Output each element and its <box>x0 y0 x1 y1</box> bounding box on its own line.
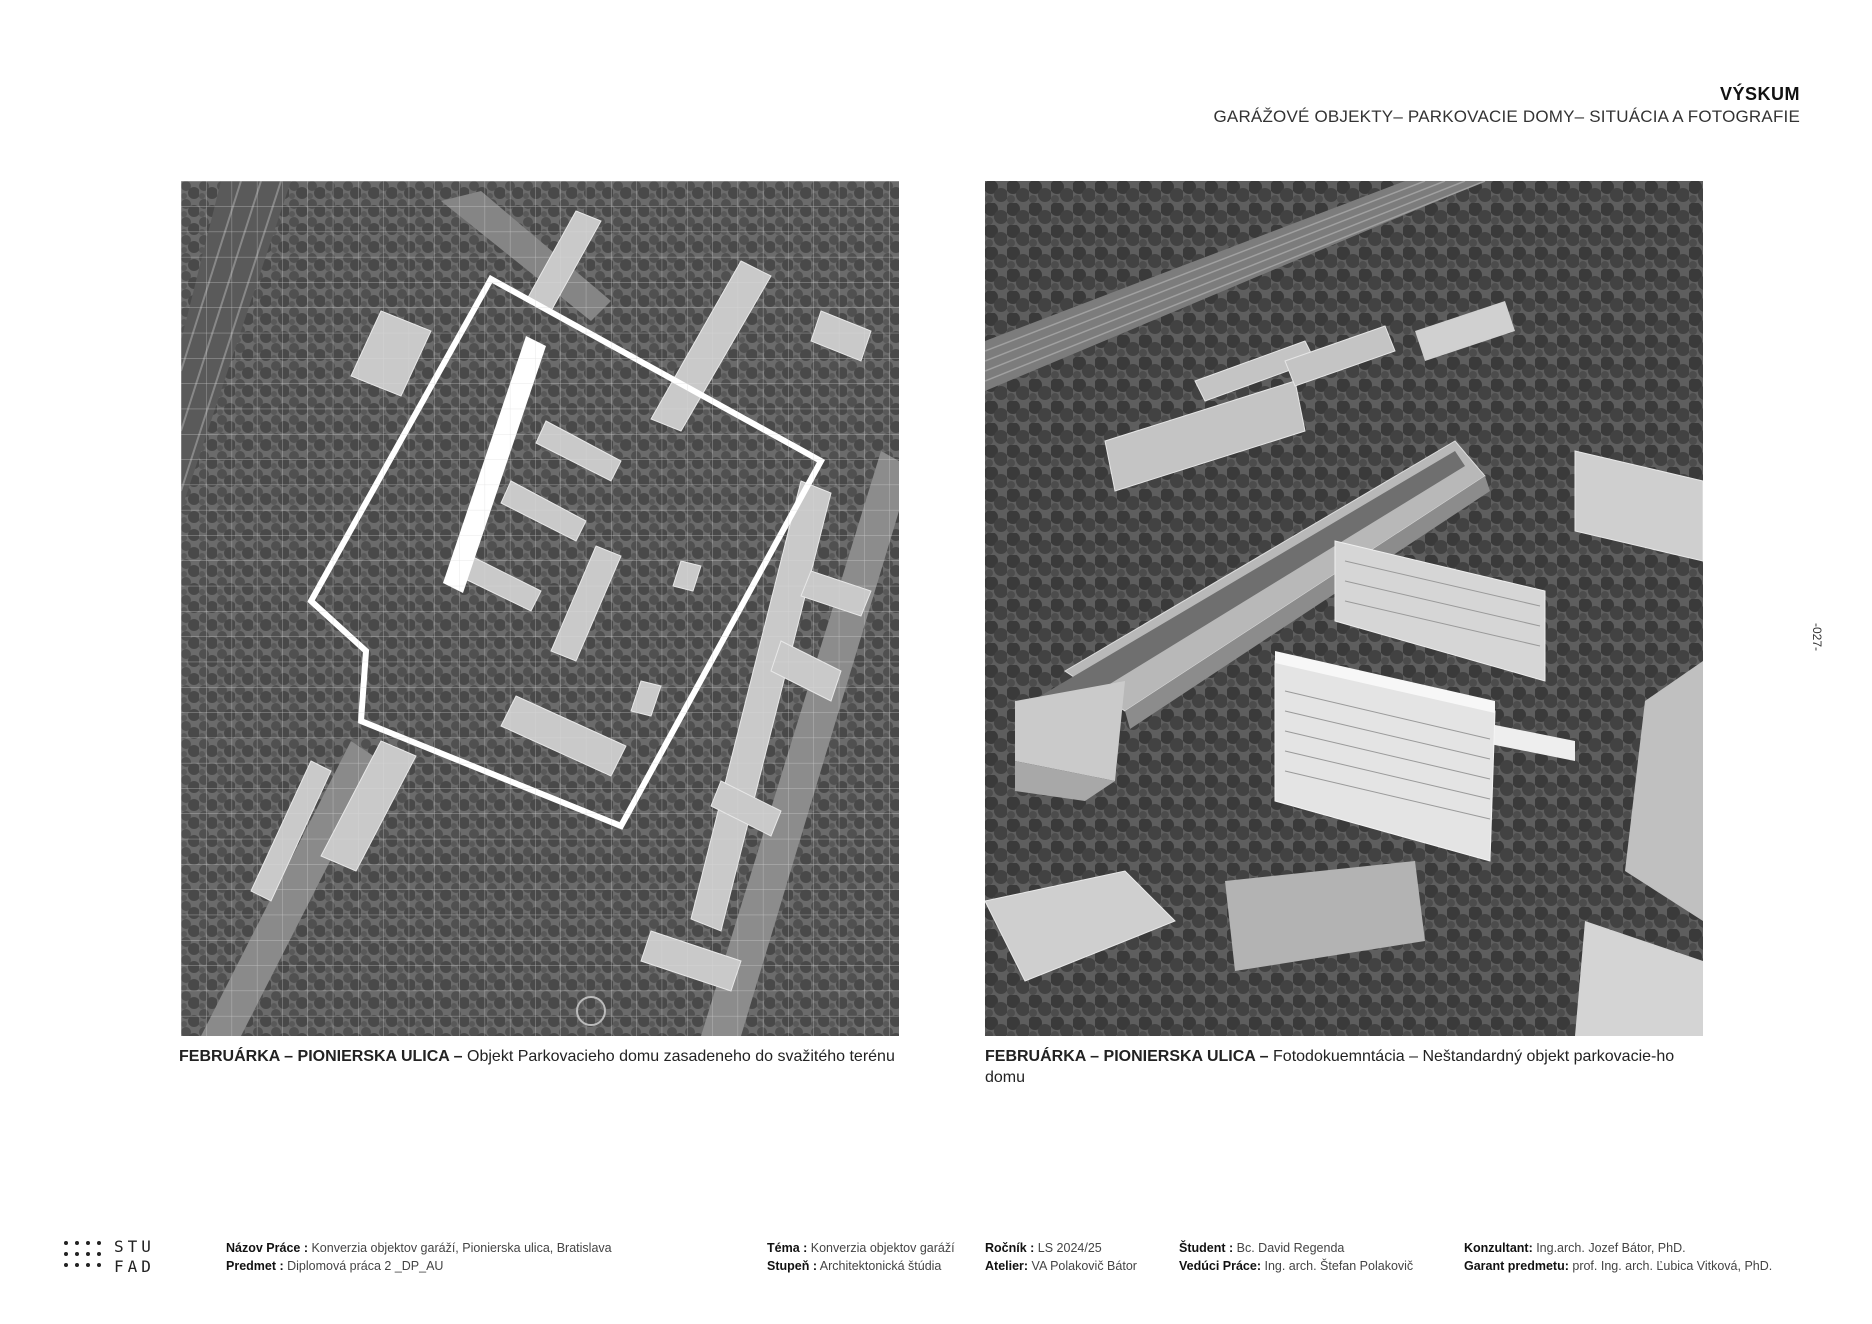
title-block-footer <box>0 1236 1872 1280</box>
tema-value: Konverzia objektov garáží <box>807 1241 955 1255</box>
logo-text-fad: FAD <box>114 1257 155 1276</box>
left-image-caption <box>179 1046 899 1067</box>
atelier-value: VA Polakovič Bátor <box>1028 1259 1137 1273</box>
footer-project-info <box>226 1239 612 1275</box>
garant-label: Garant predmetu: <box>1464 1259 1569 1273</box>
nazov-value: Konverzia objektov garáží, Pionierska ulica, Bratislava <box>307 1241 612 1255</box>
footer-student-info <box>1179 1239 1413 1275</box>
caption-right-text: Fotodokuemntácia – Neštandardný objekt parkovacie-ho domu <box>985 1048 1675 1086</box>
student-value: Bc. David Regenda <box>1233 1241 1345 1255</box>
tema-label: Téma : <box>767 1241 808 1255</box>
veduci-value: Ing. arch. Štefan Polakovič <box>1261 1259 1414 1273</box>
veduci-label: Vedúci Práce: <box>1179 1259 1261 1273</box>
footer-theme-info <box>767 1239 955 1275</box>
footer-consultant-info <box>1464 1239 1772 1275</box>
oblique-aerial-photo <box>985 181 1703 1036</box>
student-label: Študent : <box>1179 1241 1234 1255</box>
predmet-label: Predmet : <box>226 1259 284 1273</box>
aerial-site-plan-image <box>181 181 899 1036</box>
nazov-label: Názov Práce : <box>226 1241 308 1255</box>
page-header <box>1213 84 1800 127</box>
footer-year-info <box>985 1239 1137 1275</box>
caption-left-text: Objekt Parkovacieho domu zasadeneho do svažitého terénu <box>462 1048 895 1065</box>
predmet-value: Diplomová práca 2 _DP_AU <box>283 1259 444 1273</box>
konzultant-value: Ing.arch. Jozef Bátor, PhD. <box>1532 1241 1686 1255</box>
rocnik-value: LS 2024/25 <box>1034 1241 1102 1255</box>
page-number: -027- <box>1810 622 1824 651</box>
garant-value: prof. Ing. arch. Ľubica Vitková, PhD. <box>1568 1259 1773 1273</box>
page-title: VÝSKUM <box>1719 84 1800 104</box>
stu-fad-logo <box>62 1236 157 1280</box>
atelier-label: Atelier: <box>985 1259 1029 1273</box>
stupen-value: Architektonická štúdia <box>817 1259 942 1273</box>
right-image-caption <box>985 1046 1705 1088</box>
caption-right-location: FEBRUÁRKA – PIONIERSKA ULICA – <box>985 1048 1269 1065</box>
caption-left-location: FEBRUÁRKA – PIONIERSKA ULICA – <box>179 1048 463 1065</box>
rocnik-label: Ročník : <box>985 1241 1035 1255</box>
logo-text-stu: STU <box>114 1237 155 1256</box>
page-subtitle: GARÁŽOVÉ OBJEKTY– PARKOVACIE DOMY– SITUÁCIA A FOTOGRAFIE <box>1213 107 1800 126</box>
stupen-label: Stupeň : <box>767 1259 817 1273</box>
konzultant-label: Konzultant: <box>1464 1241 1533 1255</box>
logo-dots-icon <box>62 1239 110 1275</box>
